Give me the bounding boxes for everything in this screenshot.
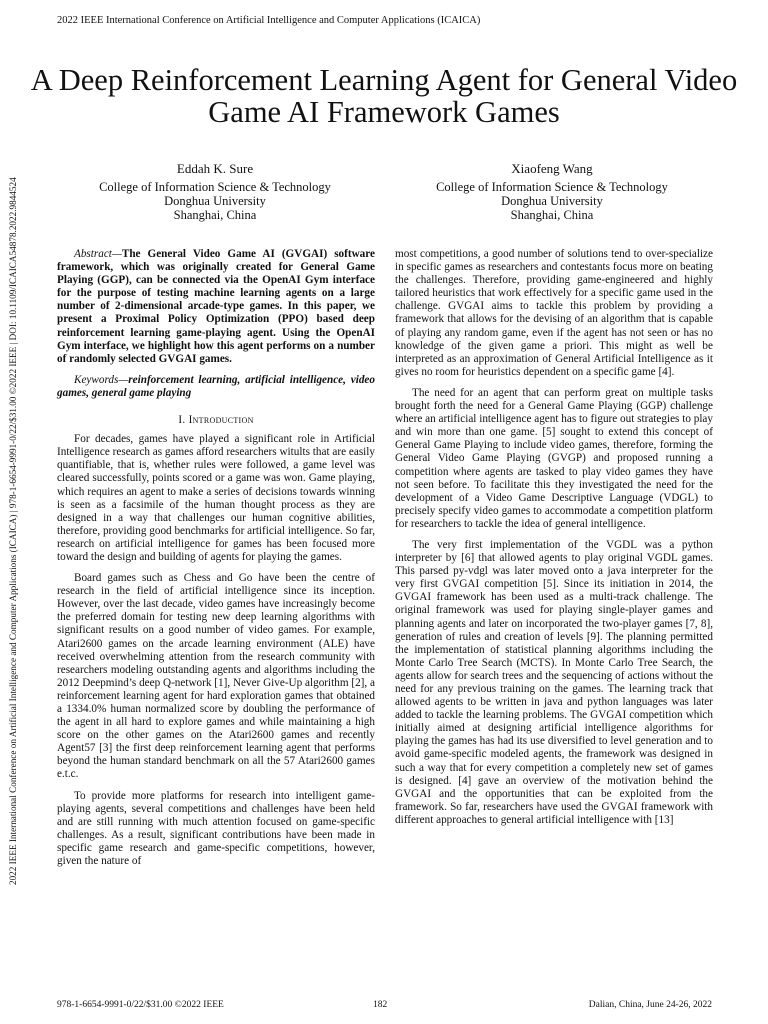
right-column	[395, 248, 713, 835]
footer-copyright: 978-1-6654-9991-0/22/$31.00 ©2022 IEEE	[57, 1000, 224, 1010]
footer-page-number: 182	[373, 1000, 388, 1010]
paragraph: most competitions, a good number of solutions tend to over-specialize in specific games as researchers and contestants focus more on beating the challenges. Therefore, providing game-engineered and highly tailored heuristics that work effectively for a specific game used in the challenge. GVGAI aims to tackle this problem by providing a framework that allows for the devising of an algorithm that is capable of playing any random game, even if the agent has not seen or has no knowledge of the given game a priori. This might as well be interpreted as an approximation of General Artificial Intelligence as it gives no room for heuristics dependent on a specific game [4].	[395, 248, 713, 378]
author-university: Donghua University	[164, 194, 266, 208]
author-department: College of Information Science & Technology	[436, 180, 668, 194]
keywords-text: reinforcement learning, artificial intelligence, video games, general game playing	[57, 373, 375, 399]
paragraph: The very first implementation of the VGDL was a python interpreter by [6] that allowed agents to play original VGDL games. This parsed py-vdgl was later moved onto a java interpreter for the very first GVGAI competition [5]. Since its initiation in 2014, the GVGAI framework has been used as a multi-track challenge. The original framework was used for playing single-player games and planning agents and later on incorporated the two-player games [7, 8], generation of rules and creation of levels [9]. The planning permitted the implementation of statistical planning algorithms including the Monte Carlo Tree Search (MCTS). In Monte Carlo Tree Search, the agents allow for search trees and the sequencing of actions without the need for any previous training on the games. The learning track that allowed agents to be written in java and python languages was later added to tackle the learning problems. The GVGAI competition which initially aimed at designing artificial intelligence algorithms for playing the games has had its use diversified to level generation and to avoid game-specific modeled agents, the framework was designed in such a way that for every competition a completely new set of games is designed. [4] gave an overview of the motivation behind the GVGAI and the opportunities that can be exploited from the framework. So far, researchers have used the GVGAI framework with different approaches to general artificial intelligence with [13]	[395, 538, 713, 826]
running-head: 2022 IEEE International Conference on Artificial Intelligence and Computer Applications (ICAICA)	[57, 15, 481, 26]
side-identifier: 2022 IEEE International Conference on Artificial Intelligence and Computer Applications (ICAICA) | 978-1-6654-9991-0/22/$31.00 ©2022 IEEE | DOI: 10.1109/ICAICA54878.2022.9844524	[8, 177, 18, 885]
paper-title: A Deep Reinforcement Learning Agent for General Video Game AI Framework Games	[30, 63, 738, 129]
author-university: Donghua University	[501, 194, 603, 208]
section-title: Introduction	[188, 414, 254, 427]
paragraph: To provide more platforms for research into intelligent game-playing agents, several competitions and challenges have been held and are still running with much attention focused on game-specific challenges. As a result, significant contributions have been made in specific game research and game-specific competitions, however, given the nature of	[57, 789, 375, 868]
author-name: Eddah K. Sure	[176, 161, 254, 176]
author-location: Shanghai, China	[510, 208, 594, 222]
author-block-2	[402, 162, 702, 222]
keywords-lead: Keywords—	[74, 373, 129, 386]
left-column	[57, 248, 375, 876]
paragraph: For decades, games have played a significant role in Artificial Intelligence research as games afford researchers witults that are easily quantifiable, that is, whether rules were followed, a game level was cleared successfully, points scored or a game was won. Game playing, which requires an agent to make a series of decisions towards winning is seen as a facsimile of the human thought process as they are designed in a way that challenges our human cognitive abilities, therefore, providing good benchmarks for artificial intelligence. So far, research on artificial intelligence for games has been focused more toward the design and building of agents for playing the games.	[57, 433, 375, 563]
author-name: Xiaofeng Wang	[511, 161, 593, 176]
author-block-1	[65, 162, 365, 222]
paragraph: The need for an agent that can perform great on multiple tasks brought forth the need for a General Game Playing (GGP) challenge where an artificial intelligence agent has to figure out strategies to play and win more than one game. [5] sought to extend this concept of General Game Playing to include video games, therefore, forming the General Video Game Playing (GVGP) and proposed running a competition where agents are tasked to play video games they have not seen before. To facilitate this they investigated the need for the development of a Video Game Descriptive Language (VDGL) to precisely specify video games to accommodate a competition platform for researchers to tackle the idea of general intelligence.	[395, 386, 713, 530]
author-location: Shanghai, China	[173, 208, 257, 222]
footer-venue: Dalian, China, June 24-26, 2022	[588, 1000, 712, 1010]
abstract-text: The General Video Game AI (GVGAI) software framework, which was originally created for General Game Playing (GGP), can be connected via the OpenAI Gym interface for the purpose of testing machine learning agents on a large number of 2-dimensional arcade-type games. In this paper, we present a Proximal Policy Optimization (PPO) based deep reinforcement learning game-playing agent. Using the OpenAI Gym interface, we highlight how this agent performs on a number of randomly selected GVGAI games.	[57, 248, 375, 365]
abstract-lead: Abstract—	[74, 248, 122, 260]
section-numeral: I.	[178, 414, 189, 427]
section-heading-introduction	[57, 414, 375, 427]
keywords	[57, 374, 375, 400]
abstract	[57, 248, 375, 366]
author-department: College of Information Science & Technology	[99, 180, 331, 194]
paragraph: Board games such as Chess and Go have been the centre of research in the field of artificial intelligence since its inception. However, over the last decade, video games have increasingly become the preferred domain for testing new deep learning algorithms with significant results on a good number of video games. For example, Atari2600 games on the arcade learning environment (ALE) have received overwhelming attention from the research community with researchers modeling outstanding agents and algorithms including the 2012 Deepmind’s deep Q-network [1], Never Give-Up algorithm [2], a reinforcement learning agent for hard exploration games that obtained a 1334.0% human normalized score by doubling the performance of the agent in all hard to explore games and while maintaining a high score on the other games on the Atari2600 games and recently Agent57 [3] the first deep reinforcement learning agent that performs beyond the human standard benchmark on all the 57 Atari2600 games e.t.c.	[57, 572, 375, 781]
